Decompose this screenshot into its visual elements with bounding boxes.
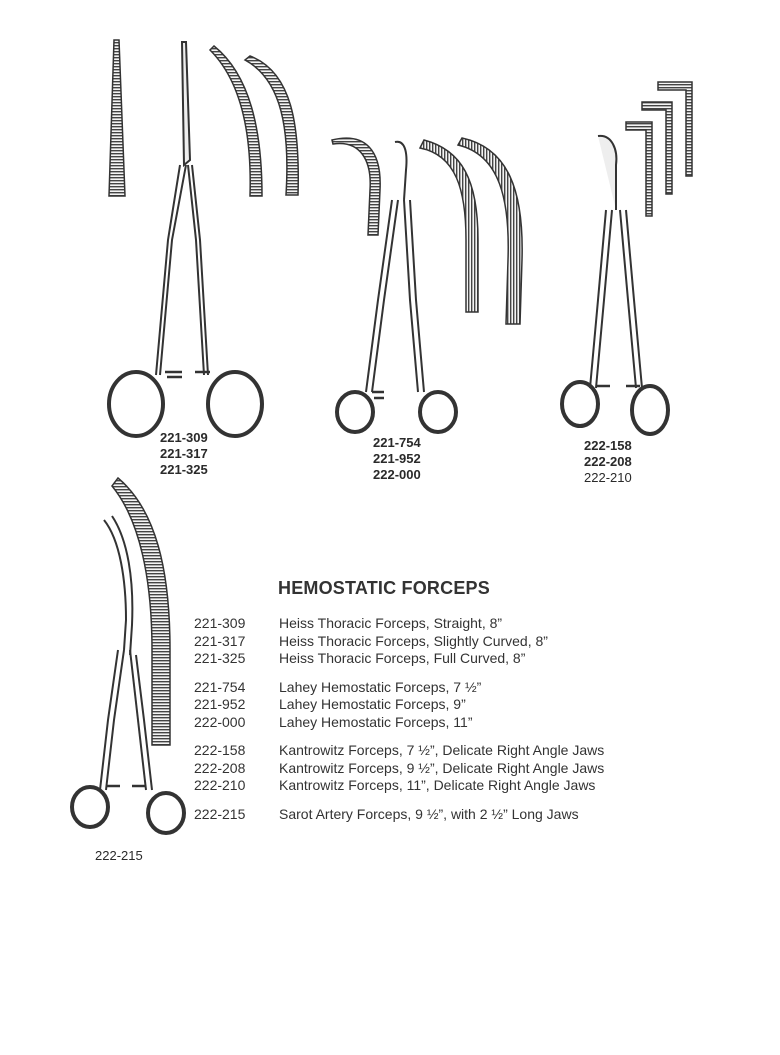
list-item — [194, 714, 604, 732]
figure-label-group-lahey — [373, 435, 421, 483]
figure-code: 221-952 — [373, 451, 421, 466]
list-item — [194, 650, 604, 668]
item-description: Heiss Thoracic Forceps, Slightly Curved, 8” — [279, 632, 548, 649]
kantrowitz-forceps-illustration — [562, 82, 692, 434]
catalog-group-heiss — [194, 615, 604, 668]
figure-code: 222-000 — [373, 467, 421, 482]
list-item — [194, 742, 604, 760]
list-item — [194, 760, 604, 778]
figure-label-group-heiss — [160, 430, 208, 478]
list-item — [194, 615, 604, 633]
figure-code: 221-754 — [373, 435, 421, 450]
item-description: Kantrowitz Forceps, 9 ½”, Delicate Right Angle Jaws — [279, 759, 605, 776]
item-code: 222-208 — [194, 759, 246, 776]
item-code: 222-215 — [194, 805, 246, 822]
figure-code: 222-208 — [584, 454, 632, 469]
catalog-group-lahey — [194, 679, 604, 732]
list-item — [194, 696, 604, 714]
item-code: 221-754 — [194, 678, 246, 695]
item-description: Sarot Artery Forceps, 9 ½”, with 2 ½” Long Jaws — [279, 805, 579, 822]
list-item — [194, 806, 604, 824]
heiss-forceps-illustration — [109, 40, 298, 436]
item-code: 222-210 — [194, 777, 246, 793]
item-description: Kantrowitz Forceps, 7 ½”, Delicate Right Angle Jaws — [279, 742, 605, 758]
figure-code: 222-158 — [584, 438, 632, 453]
figure-code: 221-309 — [160, 430, 208, 445]
item-description: Kantrowitz Forceps, 11”, Delicate Right Angle Jaws — [279, 777, 596, 793]
sarot-forceps-illustration — [72, 478, 184, 833]
item-code: 221-952 — [194, 696, 246, 712]
figure-code: 221-325 — [160, 462, 208, 477]
item-description: Lahey Hemostatic Forceps, 7 ½” — [279, 678, 482, 695]
item-code: 221-317 — [194, 632, 246, 649]
catalog-group-kantrowitz — [194, 742, 604, 795]
figure-code: 222-210 — [584, 470, 632, 485]
item-description: Lahey Hemostatic Forceps, 11” — [279, 713, 473, 730]
item-description: Heiss Thoracic Forceps, Straight, 8” — [279, 615, 503, 631]
item-code: 222-158 — [194, 742, 246, 758]
catalog-group-sarot — [194, 806, 604, 824]
item-code: 221-325 — [194, 650, 246, 666]
page-title: HEMOSTATIC FORCEPS — [278, 578, 490, 598]
figure-label-group-kantrowitz — [584, 438, 632, 486]
item-description: Heiss Thoracic Forceps, Full Curved, 8” — [279, 650, 526, 666]
item-description: Lahey Hemostatic Forceps, 9” — [279, 696, 466, 712]
item-code: 222-000 — [194, 713, 246, 730]
figure-label-group-sarot — [95, 848, 143, 864]
lahey-forceps-illustration — [332, 138, 522, 432]
list-item — [194, 777, 604, 795]
figure-code: 221-317 — [160, 446, 208, 461]
catalog-list — [194, 615, 604, 834]
list-item — [194, 633, 604, 651]
item-code: 221-309 — [194, 615, 246, 631]
list-item — [194, 679, 604, 697]
figure-code: 222-215 — [95, 848, 143, 863]
